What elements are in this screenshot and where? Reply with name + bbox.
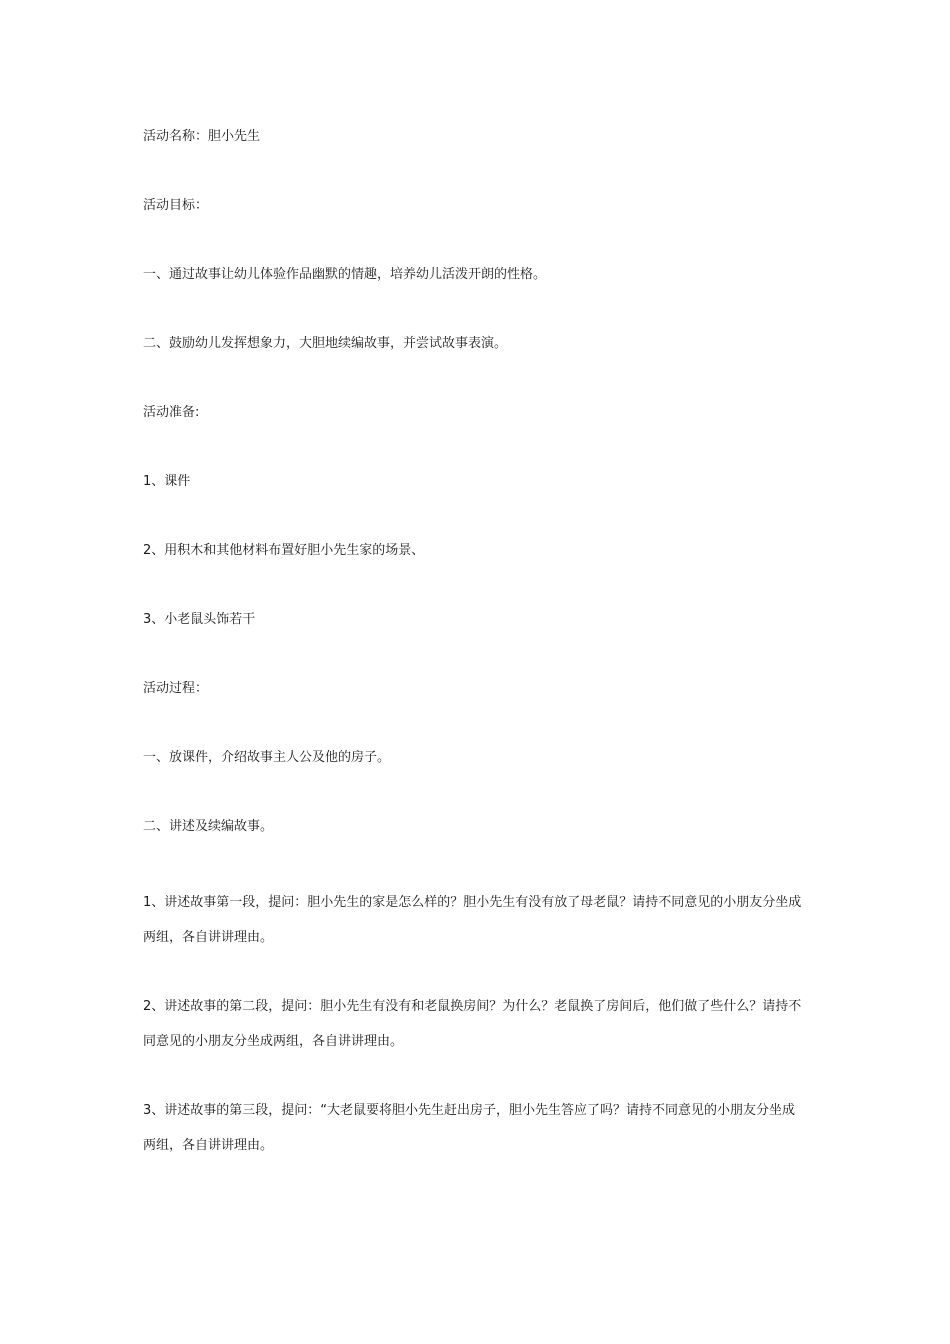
process-substep-1: 1、讲述故事第一段，提问：胆小先生的家是怎么样的？胆小先生有没有放了母老鼠？请持不同意见的小朋友分坐成两组，各自讲讲理由。 bbox=[143, 895, 802, 945]
document-body bbox=[143, 126, 805, 1197]
process-step-1: 一、放课件，介绍故事主人公及他的房子。 bbox=[143, 750, 391, 765]
goal-2: 二、鼓励幼儿发挥想象力，大胆地续编故事，并尝试故事表演。 bbox=[143, 336, 508, 351]
activity-name: 活动名称：胆小先生 bbox=[143, 129, 261, 144]
activity-goals-heading: 活动目标： bbox=[143, 198, 209, 213]
preparation-2: 2、用积木和其他材料布置好胆小先生家的场景、 bbox=[143, 543, 425, 558]
process-step-2: 二、讲述及续编故事。 bbox=[143, 819, 274, 834]
process-substep-3: 3、讲述故事的第三段，提问：“大老鼠要将胆小先生赶出房子，胆小先生答应了吗？请持不同意见的小朋友分坐成两组，各自讲讲理由。 bbox=[143, 1103, 796, 1153]
preparation-1: 1、课件 bbox=[143, 474, 191, 489]
goal-1: 一、通过故事让幼儿体验作品幽默的情趣，培养幼儿活泼开朗的性格。 bbox=[143, 267, 547, 282]
preparation-3: 3、小老鼠头饰若干 bbox=[143, 612, 256, 627]
process-substep-2: 2、讲述故事的第二段，提问：胆小先生有没有和老鼠换房间？为什么？老鼠换了房间后，他们做了些什么？请持不同意见的小朋友分坐成两组，各自讲讲理由。 bbox=[143, 999, 802, 1049]
activity-preparation-heading: 活动准备: bbox=[143, 405, 200, 420]
activity-process-heading: 活动过程： bbox=[143, 681, 209, 696]
